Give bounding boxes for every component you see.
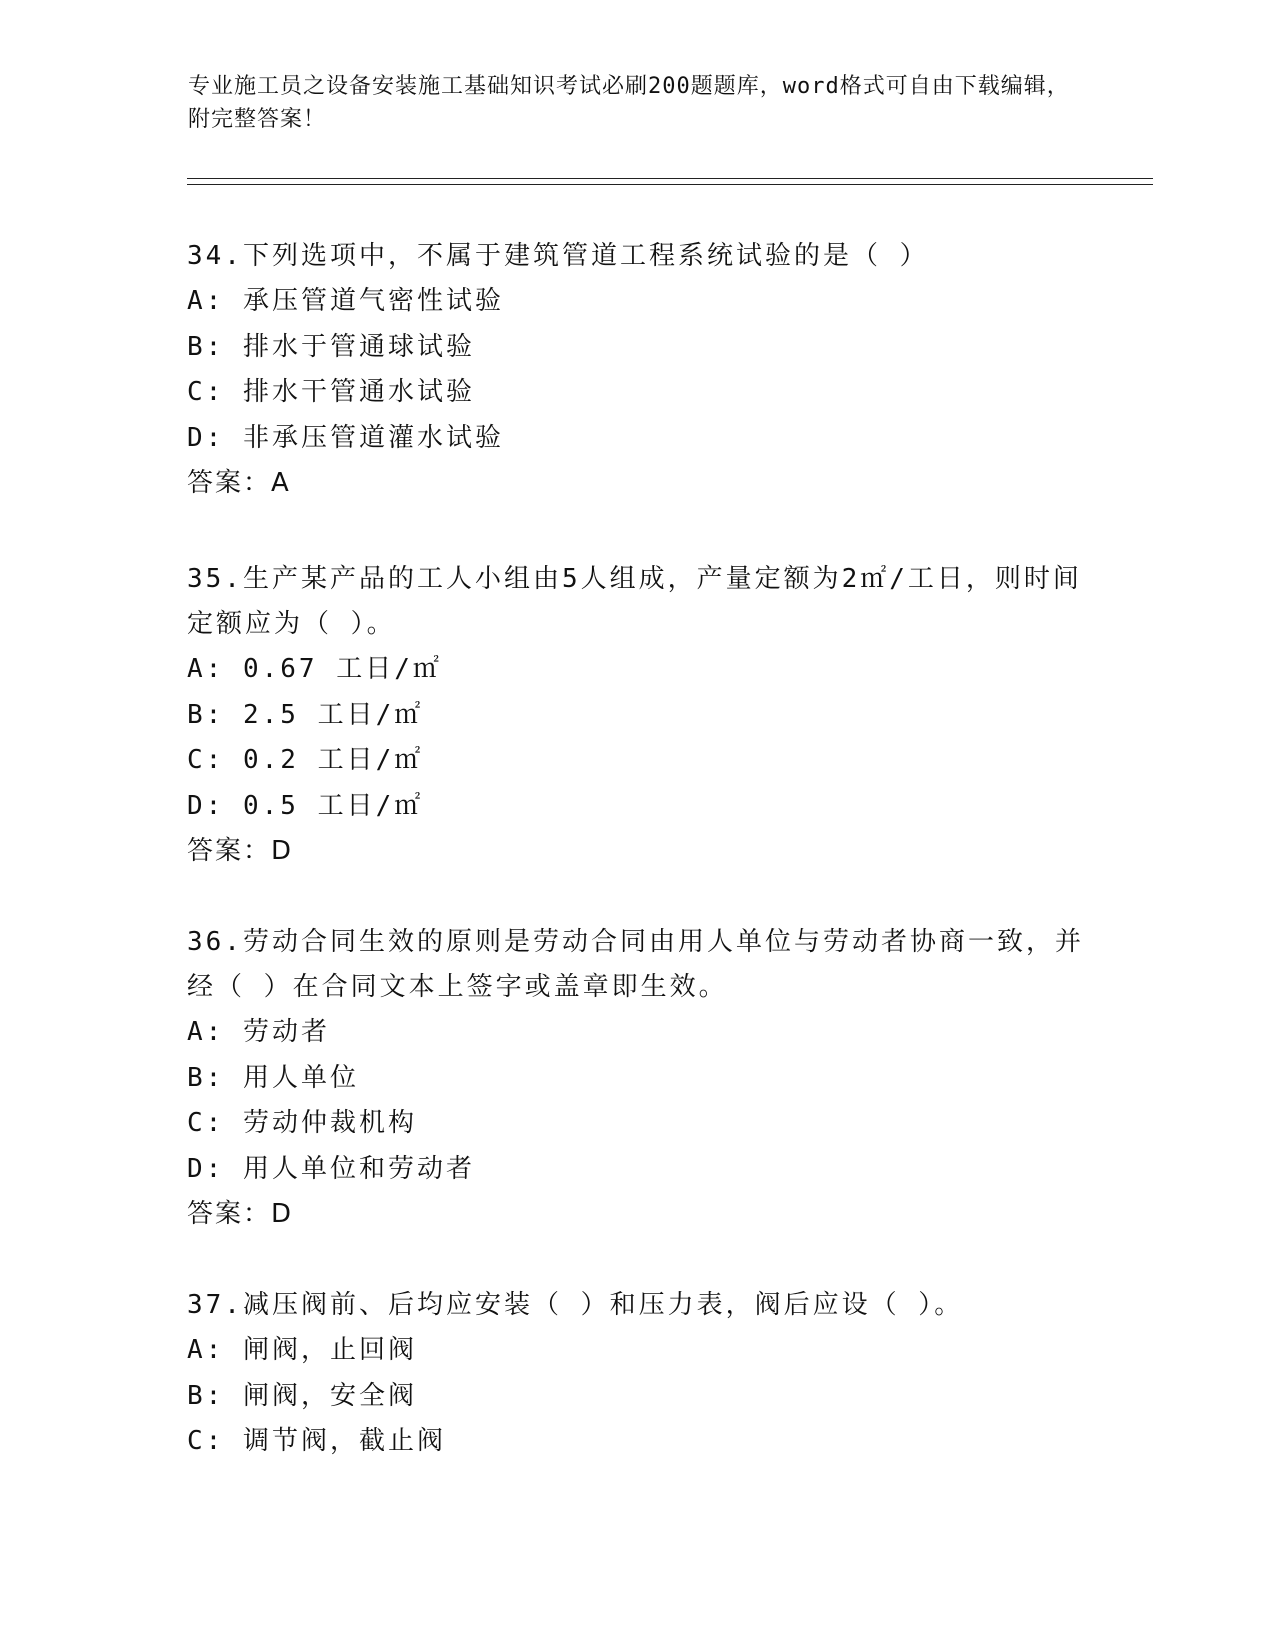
option-c: C: 排水干管通水试验 — [187, 377, 475, 407]
option-d: D: 用人单位和劳动者 — [187, 1153, 475, 1184]
question-34 — [187, 234, 1087, 507]
option-c: C: 调节阀，截止阀 — [187, 1426, 446, 1456]
question-35 — [187, 557, 1087, 875]
answer-line: 答案：D — [187, 836, 294, 866]
option-a: A: 劳动者 — [187, 1017, 330, 1047]
document-header: 专业施工员之设备安装施工基础知识考试必刷200题题库，word格式可自由下载编辑，附完整答案！ — [188, 74, 1070, 132]
header-divider-bottom — [187, 184, 1153, 185]
header-divider-top — [187, 178, 1153, 179]
option-b: B: 闸阀，安全阀 — [187, 1380, 417, 1411]
option-d: D: 非承压管道灌水试验 — [187, 422, 504, 453]
question-stem: 35.生产某产品的工人小组由5人组成，产量定额为2㎡/工日，则时间定额应为（ ）。 — [187, 564, 1082, 639]
question-stem: 36.劳动合同生效的原则是劳动合同由用人单位与劳动者协商一致，并经（ ）在合同文本上签字或盖章即生效。 — [187, 927, 1084, 1002]
option-c: C: 0.2 工日/㎡ — [187, 745, 424, 775]
answer-line: 答案：D — [187, 1199, 294, 1229]
option-b: B: 用人单位 — [187, 1062, 359, 1093]
question-stem: 34.下列选项中，不属于建筑管道工程系统试验的是（ ） — [187, 241, 929, 271]
question-stem: 37.减压阀前、后均应安装（ ）和压力表，阀后应设（ ）。 — [187, 1290, 964, 1320]
option-b: B: 2.5 工日/㎡ — [187, 699, 424, 730]
option-a: A: 闸阀，止回阀 — [187, 1335, 417, 1365]
option-a: A: 承压管道气密性试验 — [187, 286, 504, 316]
option-b: B: 排水于管通球试验 — [187, 331, 475, 362]
question-37 — [187, 1283, 1087, 1465]
option-d: D: 0.5 工日/㎡ — [187, 790, 424, 821]
answer-line: 答案：A — [187, 468, 291, 498]
option-a: A: 0.67 工日/㎡ — [187, 654, 442, 684]
option-c: C: 劳动仲裁机构 — [187, 1108, 417, 1138]
question-36 — [187, 920, 1087, 1238]
